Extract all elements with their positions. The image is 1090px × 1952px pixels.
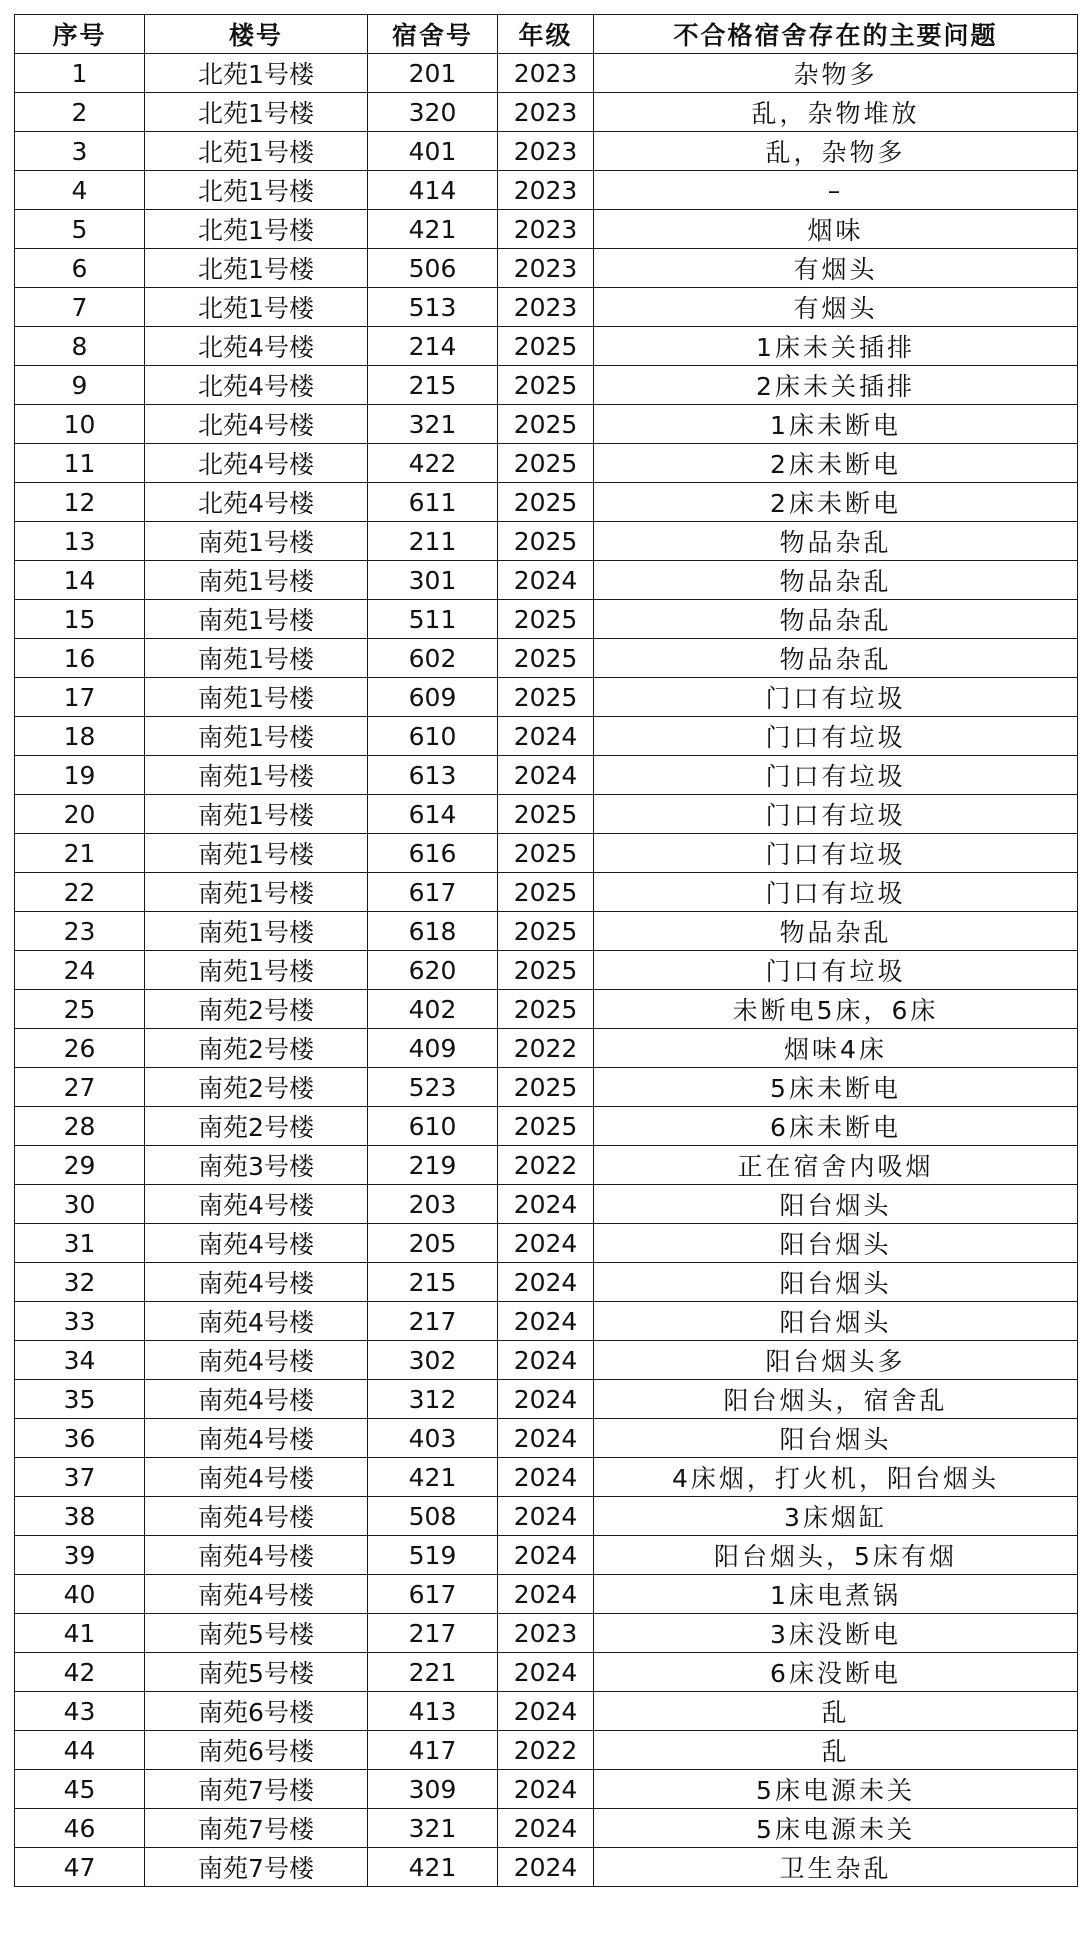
cell-room: 422 [368,444,498,483]
cell-building: 南苑1号楼 [145,912,368,951]
cell-issue: 6床未断电 [594,1107,1078,1146]
cell-index: 28 [15,1107,145,1146]
table-row [15,873,1078,912]
cell-index: 22 [15,873,145,912]
cell-building: 南苑4号楼 [145,1536,368,1575]
cell-room: 219 [368,1146,498,1185]
cell-building: 北苑1号楼 [145,171,368,210]
table-row [15,1029,1078,1068]
cell-building: 北苑1号楼 [145,288,368,327]
table-row [15,678,1078,717]
cell-room: 217 [368,1302,498,1341]
cell-room: 421 [368,1458,498,1497]
cell-room: 417 [368,1731,498,1770]
cell-issue: 乱，杂物多 [594,132,1078,171]
cell-index: 30 [15,1185,145,1224]
table-row [15,444,1078,483]
cell-building: 南苑5号楼 [145,1614,368,1653]
cell-index: 15 [15,600,145,639]
cell-building: 南苑1号楼 [145,639,368,678]
table-row [15,1497,1078,1536]
table-row [15,483,1078,522]
cell-building: 南苑7号楼 [145,1809,368,1848]
cell-grade: 2025 [498,912,594,951]
cell-issue: – [594,171,1078,210]
cell-grade: 2024 [498,1380,594,1419]
table-row [15,93,1078,132]
cell-building: 北苑1号楼 [145,249,368,288]
table-row [15,1146,1078,1185]
cell-building: 南苑4号楼 [145,1302,368,1341]
table-row [15,1458,1078,1497]
cell-issue: 门口有垃圾 [594,951,1078,990]
cell-building: 南苑1号楼 [145,873,368,912]
header-issue: 不合格宿舍存在的主要问题 [594,15,1078,54]
cell-room: 215 [368,1263,498,1302]
cell-index: 19 [15,756,145,795]
cell-room: 610 [368,717,498,756]
cell-building: 南苑4号楼 [145,1185,368,1224]
table-row [15,1809,1078,1848]
cell-issue: 门口有垃圾 [594,717,1078,756]
cell-issue: 烟味 [594,210,1078,249]
cell-grade: 2025 [498,600,594,639]
cell-room: 519 [368,1536,498,1575]
cell-index: 25 [15,990,145,1029]
cell-issue: 2床未断电 [594,444,1078,483]
cell-issue: 物品杂乱 [594,912,1078,951]
cell-index: 38 [15,1497,145,1536]
cell-grade: 2023 [498,249,594,288]
cell-building: 南苑1号楼 [145,756,368,795]
cell-issue: 阳台烟头，5床有烟 [594,1536,1078,1575]
cell-room: 508 [368,1497,498,1536]
cell-index: 11 [15,444,145,483]
cell-room: 620 [368,951,498,990]
cell-room: 421 [368,1848,498,1887]
cell-index: 35 [15,1380,145,1419]
cell-room: 523 [368,1068,498,1107]
cell-building: 南苑1号楼 [145,600,368,639]
cell-index: 34 [15,1341,145,1380]
cell-building: 南苑6号楼 [145,1731,368,1770]
cell-issue: 物品杂乱 [594,522,1078,561]
cell-building: 南苑1号楼 [145,561,368,600]
cell-room: 617 [368,873,498,912]
cell-room: 312 [368,1380,498,1419]
cell-issue: 物品杂乱 [594,639,1078,678]
cell-issue: 2床未关插排 [594,366,1078,405]
cell-room: 401 [368,132,498,171]
cell-index: 18 [15,717,145,756]
cell-grade: 2023 [498,93,594,132]
cell-issue: 3床烟缸 [594,1497,1078,1536]
cell-grade: 2023 [498,1614,594,1653]
table-row [15,1848,1078,1887]
cell-building: 南苑2号楼 [145,990,368,1029]
cell-index: 9 [15,366,145,405]
cell-issue: 乱 [594,1692,1078,1731]
cell-grade: 2025 [498,483,594,522]
header-index: 序号 [15,15,145,54]
cell-grade: 2024 [498,561,594,600]
cell-index: 7 [15,288,145,327]
cell-index: 39 [15,1536,145,1575]
cell-index: 20 [15,795,145,834]
cell-room: 321 [368,405,498,444]
cell-room: 205 [368,1224,498,1263]
cell-grade: 2025 [498,990,594,1029]
table-row [15,1302,1078,1341]
cell-grade: 2025 [498,639,594,678]
cell-index: 3 [15,132,145,171]
cell-grade: 2024 [498,1653,594,1692]
cell-building: 南苑4号楼 [145,1419,368,1458]
cell-index: 42 [15,1653,145,1692]
cell-building: 南苑2号楼 [145,1068,368,1107]
cell-building: 北苑1号楼 [145,132,368,171]
table-row [15,288,1078,327]
cell-issue: 卫生杂乱 [594,1848,1078,1887]
table-row [15,249,1078,288]
table-row [15,639,1078,678]
cell-grade: 2025 [498,1107,594,1146]
cell-issue: 5床电源未关 [594,1809,1078,1848]
cell-building: 北苑1号楼 [145,93,368,132]
cell-index: 12 [15,483,145,522]
cell-issue: 门口有垃圾 [594,873,1078,912]
cell-index: 29 [15,1146,145,1185]
cell-index: 2 [15,93,145,132]
cell-index: 21 [15,834,145,873]
cell-index: 47 [15,1848,145,1887]
cell-room: 506 [368,249,498,288]
cell-room: 617 [368,1575,498,1614]
cell-index: 37 [15,1458,145,1497]
cell-building: 南苑1号楼 [145,834,368,873]
cell-index: 27 [15,1068,145,1107]
cell-room: 409 [368,1029,498,1068]
cell-room: 511 [368,600,498,639]
cell-grade: 2024 [498,1263,594,1302]
header-row [15,15,1078,54]
cell-grade: 2025 [498,1068,594,1107]
table-row [15,210,1078,249]
table-row [15,1341,1078,1380]
table-row [15,54,1078,93]
cell-building: 北苑4号楼 [145,483,368,522]
cell-index: 46 [15,1809,145,1848]
cell-grade: 2025 [498,873,594,912]
cell-room: 403 [368,1419,498,1458]
cell-issue: 物品杂乱 [594,600,1078,639]
cell-grade: 2023 [498,132,594,171]
cell-issue: 乱 [594,1731,1078,1770]
cell-grade: 2025 [498,327,594,366]
cell-room: 302 [368,1341,498,1380]
cell-grade: 2025 [498,522,594,561]
cell-grade: 2023 [498,171,594,210]
cell-building: 北苑4号楼 [145,366,368,405]
cell-room: 611 [368,483,498,522]
cell-building: 南苑4号楼 [145,1380,368,1419]
table-row [15,912,1078,951]
cell-issue: 3床没断电 [594,1614,1078,1653]
cell-room: 609 [368,678,498,717]
cell-issue: 5床未断电 [594,1068,1078,1107]
cell-room: 214 [368,327,498,366]
cell-building: 南苑1号楼 [145,522,368,561]
cell-room: 413 [368,1692,498,1731]
cell-grade: 2023 [498,210,594,249]
table-row [15,1692,1078,1731]
cell-index: 43 [15,1692,145,1731]
cell-building: 南苑4号楼 [145,1224,368,1263]
cell-index: 24 [15,951,145,990]
cell-index: 4 [15,171,145,210]
cell-building: 南苑1号楼 [145,795,368,834]
cell-building: 南苑2号楼 [145,1029,368,1068]
cell-issue: 门口有垃圾 [594,795,1078,834]
cell-grade: 2024 [498,717,594,756]
cell-room: 203 [368,1185,498,1224]
cell-grade: 2024 [498,1770,594,1809]
cell-grade: 2022 [498,1029,594,1068]
cell-building: 北苑4号楼 [145,327,368,366]
cell-room: 513 [368,288,498,327]
cell-index: 40 [15,1575,145,1614]
cell-building: 南苑4号楼 [145,1497,368,1536]
cell-index: 1 [15,54,145,93]
table-row [15,1614,1078,1653]
header-room: 宿舍号 [368,15,498,54]
cell-grade: 2023 [498,54,594,93]
header-building: 楼号 [145,15,368,54]
cell-issue: 1床电煮锅 [594,1575,1078,1614]
cell-room: 613 [368,756,498,795]
cell-building: 北苑4号楼 [145,444,368,483]
cell-room: 211 [368,522,498,561]
cell-index: 44 [15,1731,145,1770]
cell-issue: 阳台烟头，宿舍乱 [594,1380,1078,1419]
cell-issue: 杂物多 [594,54,1078,93]
cell-grade: 2022 [498,1731,594,1770]
table-row [15,1263,1078,1302]
cell-grade: 2025 [498,444,594,483]
cell-building: 北苑1号楼 [145,54,368,93]
cell-issue: 物品杂乱 [594,561,1078,600]
cell-room: 614 [368,795,498,834]
cell-room: 301 [368,561,498,600]
cell-issue: 有烟头 [594,249,1078,288]
cell-index: 16 [15,639,145,678]
cell-grade: 2025 [498,678,594,717]
cell-room: 618 [368,912,498,951]
table-row [15,951,1078,990]
cell-building: 南苑7号楼 [145,1848,368,1887]
cell-issue: 门口有垃圾 [594,678,1078,717]
cell-building: 南苑1号楼 [145,951,368,990]
cell-room: 320 [368,93,498,132]
cell-issue: 阳台烟头 [594,1302,1078,1341]
table-row [15,990,1078,1029]
cell-issue: 2床未断电 [594,483,1078,522]
cell-grade: 2024 [498,1809,594,1848]
table-row [15,834,1078,873]
cell-grade: 2024 [498,1224,594,1263]
table-row [15,1419,1078,1458]
cell-building: 南苑4号楼 [145,1341,368,1380]
cell-issue: 阳台烟头多 [594,1341,1078,1380]
cell-grade: 2025 [498,795,594,834]
cell-grade: 2024 [498,1458,594,1497]
cell-building: 南苑4号楼 [145,1458,368,1497]
cell-building: 南苑1号楼 [145,678,368,717]
table-row [15,171,1078,210]
cell-issue: 未断电5床，6床 [594,990,1078,1029]
cell-issue: 6床没断电 [594,1653,1078,1692]
cell-issue: 阳台烟头 [594,1419,1078,1458]
cell-index: 31 [15,1224,145,1263]
cell-index: 23 [15,912,145,951]
cell-building: 南苑4号楼 [145,1263,368,1302]
cell-grade: 2023 [498,288,594,327]
cell-index: 8 [15,327,145,366]
table-body [15,54,1078,1887]
cell-building: 南苑6号楼 [145,1692,368,1731]
cell-grade: 2024 [498,1536,594,1575]
table-row [15,1380,1078,1419]
cell-index: 5 [15,210,145,249]
cell-issue: 门口有垃圾 [594,756,1078,795]
cell-room: 215 [368,366,498,405]
cell-building: 南苑3号楼 [145,1146,368,1185]
cell-building: 北苑1号楼 [145,210,368,249]
cell-grade: 2024 [498,1341,594,1380]
cell-room: 616 [368,834,498,873]
table-row [15,1770,1078,1809]
cell-grade: 2024 [498,1848,594,1887]
table-row [15,756,1078,795]
table-row [15,1068,1078,1107]
table-row [15,1536,1078,1575]
table-row [15,1653,1078,1692]
cell-grade: 2025 [498,951,594,990]
cell-grade: 2025 [498,405,594,444]
cell-index: 45 [15,1770,145,1809]
dormitory-inspection-table [14,14,1078,1887]
cell-index: 10 [15,405,145,444]
table-row [15,1107,1078,1146]
table-row [15,561,1078,600]
cell-issue: 阳台烟头 [594,1185,1078,1224]
cell-grade: 2025 [498,834,594,873]
cell-room: 414 [368,171,498,210]
table-header [15,15,1078,54]
cell-index: 33 [15,1302,145,1341]
cell-grade: 2022 [498,1146,594,1185]
cell-grade: 2024 [498,1692,594,1731]
table-row [15,366,1078,405]
cell-issue: 1床未断电 [594,405,1078,444]
table-row [15,795,1078,834]
cell-room: 221 [368,1653,498,1692]
cell-issue: 阳台烟头 [594,1224,1078,1263]
cell-issue: 1床未关插排 [594,327,1078,366]
table-row [15,405,1078,444]
table-row [15,600,1078,639]
cell-room: 321 [368,1809,498,1848]
table-row [15,1731,1078,1770]
cell-index: 41 [15,1614,145,1653]
cell-room: 610 [368,1107,498,1146]
cell-room: 201 [368,54,498,93]
cell-issue: 4床烟，打火机，阳台烟头 [594,1458,1078,1497]
cell-issue: 烟味4床 [594,1029,1078,1068]
cell-room: 217 [368,1614,498,1653]
cell-issue: 门口有垃圾 [594,834,1078,873]
cell-building: 南苑1号楼 [145,717,368,756]
cell-index: 6 [15,249,145,288]
cell-issue: 有烟头 [594,288,1078,327]
cell-building: 南苑7号楼 [145,1770,368,1809]
cell-room: 421 [368,210,498,249]
cell-building: 南苑4号楼 [145,1575,368,1614]
cell-index: 32 [15,1263,145,1302]
header-grade: 年级 [498,15,594,54]
cell-grade: 2024 [498,756,594,795]
cell-index: 17 [15,678,145,717]
table-row [15,1575,1078,1614]
cell-building: 南苑5号楼 [145,1653,368,1692]
table-row [15,1185,1078,1224]
cell-index: 26 [15,1029,145,1068]
cell-grade: 2024 [498,1185,594,1224]
table-row [15,522,1078,561]
cell-grade: 2024 [498,1419,594,1458]
cell-issue: 阳台烟头 [594,1263,1078,1302]
table-row [15,717,1078,756]
cell-room: 402 [368,990,498,1029]
cell-room: 602 [368,639,498,678]
cell-issue: 5床电源未关 [594,1770,1078,1809]
cell-grade: 2024 [498,1302,594,1341]
cell-building: 南苑2号楼 [145,1107,368,1146]
table-row [15,132,1078,171]
cell-issue: 正在宿舍内吸烟 [594,1146,1078,1185]
table-row [15,1224,1078,1263]
cell-issue: 乱，杂物堆放 [594,93,1078,132]
cell-building: 北苑4号楼 [145,405,368,444]
cell-grade: 2024 [498,1575,594,1614]
cell-room: 309 [368,1770,498,1809]
cell-index: 14 [15,561,145,600]
cell-grade: 2025 [498,366,594,405]
cell-index: 36 [15,1419,145,1458]
table-row [15,327,1078,366]
cell-grade: 2024 [498,1497,594,1536]
cell-index: 13 [15,522,145,561]
